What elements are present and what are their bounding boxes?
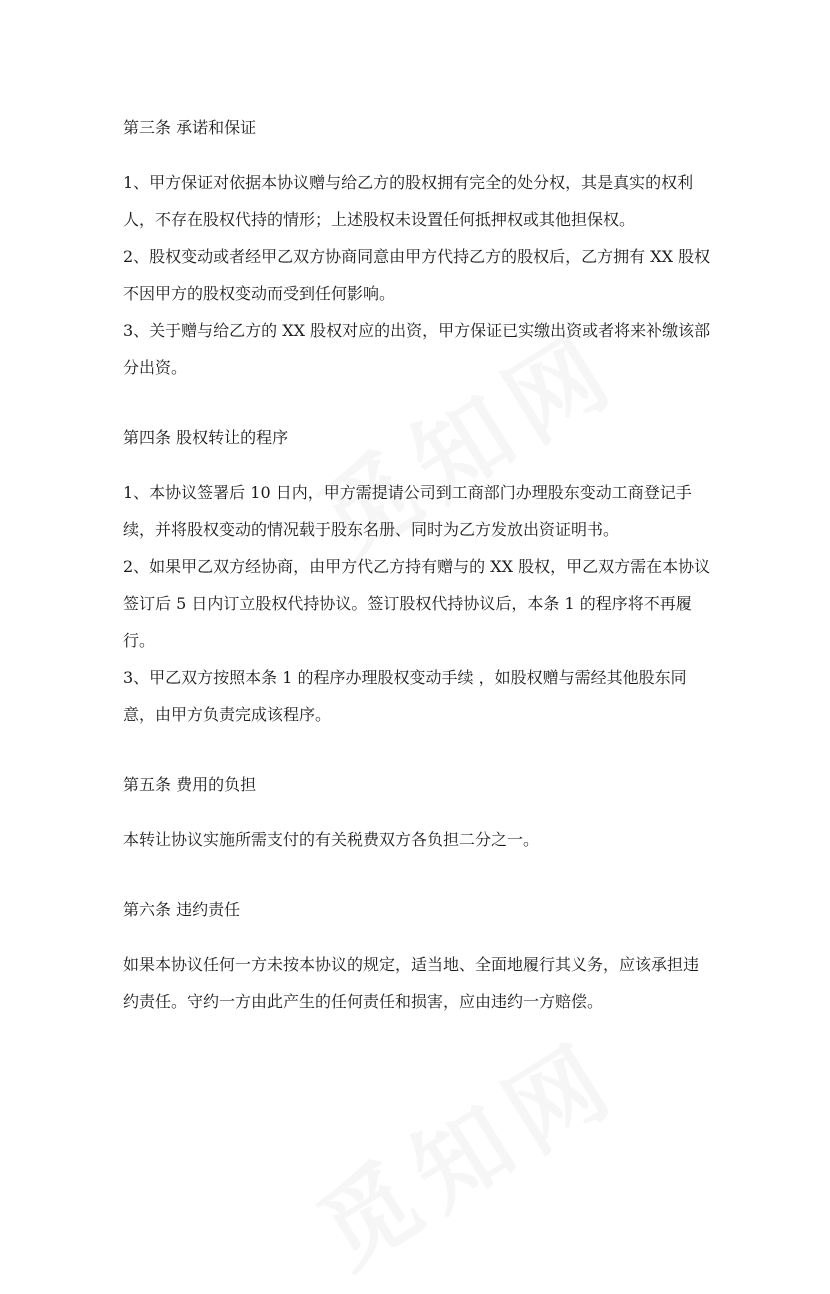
section-title: 第四条 股权转让的程序 [123, 428, 289, 447]
paragraph: 3、甲乙双方按照本条 1 的程序办理股权变动手续 ，如股权赠与需经其他股东同意，由甲方负责完成该程序。 [123, 668, 687, 724]
section-transfer-procedure [123, 422, 713, 733]
paragraph: 2、股权变动或者经甲乙双方协商同意由甲方代持乙方的股权后，乙方拥有 XX 股权不因甲方的股权变动而受到任何影响。 [123, 247, 711, 303]
section-title: 第三条 承诺和保证 [123, 118, 257, 137]
paragraph: 2、如果甲乙双方经协商，由甲方代乙方持有赠与的 XX 股权，甲乙双方需在本协议签订后 5 日内订立股权代持协议。签订股权代持协议后，本条 1 的程序将不再履行。 [123, 557, 711, 650]
document-body [123, 112, 713, 1020]
paragraph: 3、关于赠与给乙方的 XX 股权对应的出资，甲方保证已实缴出资或者将来补缴该部分出资。 [123, 321, 711, 377]
section-liability [123, 894, 713, 1020]
section-title: 第五条 费用的负担 [123, 775, 257, 794]
watermark [289, 1003, 641, 1294]
section-title: 第六条 违约责任 [123, 900, 241, 919]
section-fees [123, 769, 713, 858]
paragraph: 本转让协议实施所需支付的有关税费双方各负担二分之一。 [123, 830, 540, 849]
section-commitments [123, 112, 713, 386]
paragraph: 1、甲方保证对依据本协议赠与给乙方的股权拥有完全的处分权，其是真实的权利人，不存在股权代持的情形；上述股权未设置任何抵押权或其他担保权。 [123, 173, 694, 229]
paragraph: 如果本协议任何一方未按本协议的规定，适当地、全面地履行其义务，应该承担违约责任。守约一方由此产生的任何责任和损害，应由违约一方赔偿。 [123, 955, 700, 1011]
paragraph: 1、本协议签署后 10 日内，甲方需提请公司到工商部门办理股东变动工商登记手续，并将股权变动的情况载于股东名册、同时为乙方发放出资证明书。 [123, 483, 692, 539]
